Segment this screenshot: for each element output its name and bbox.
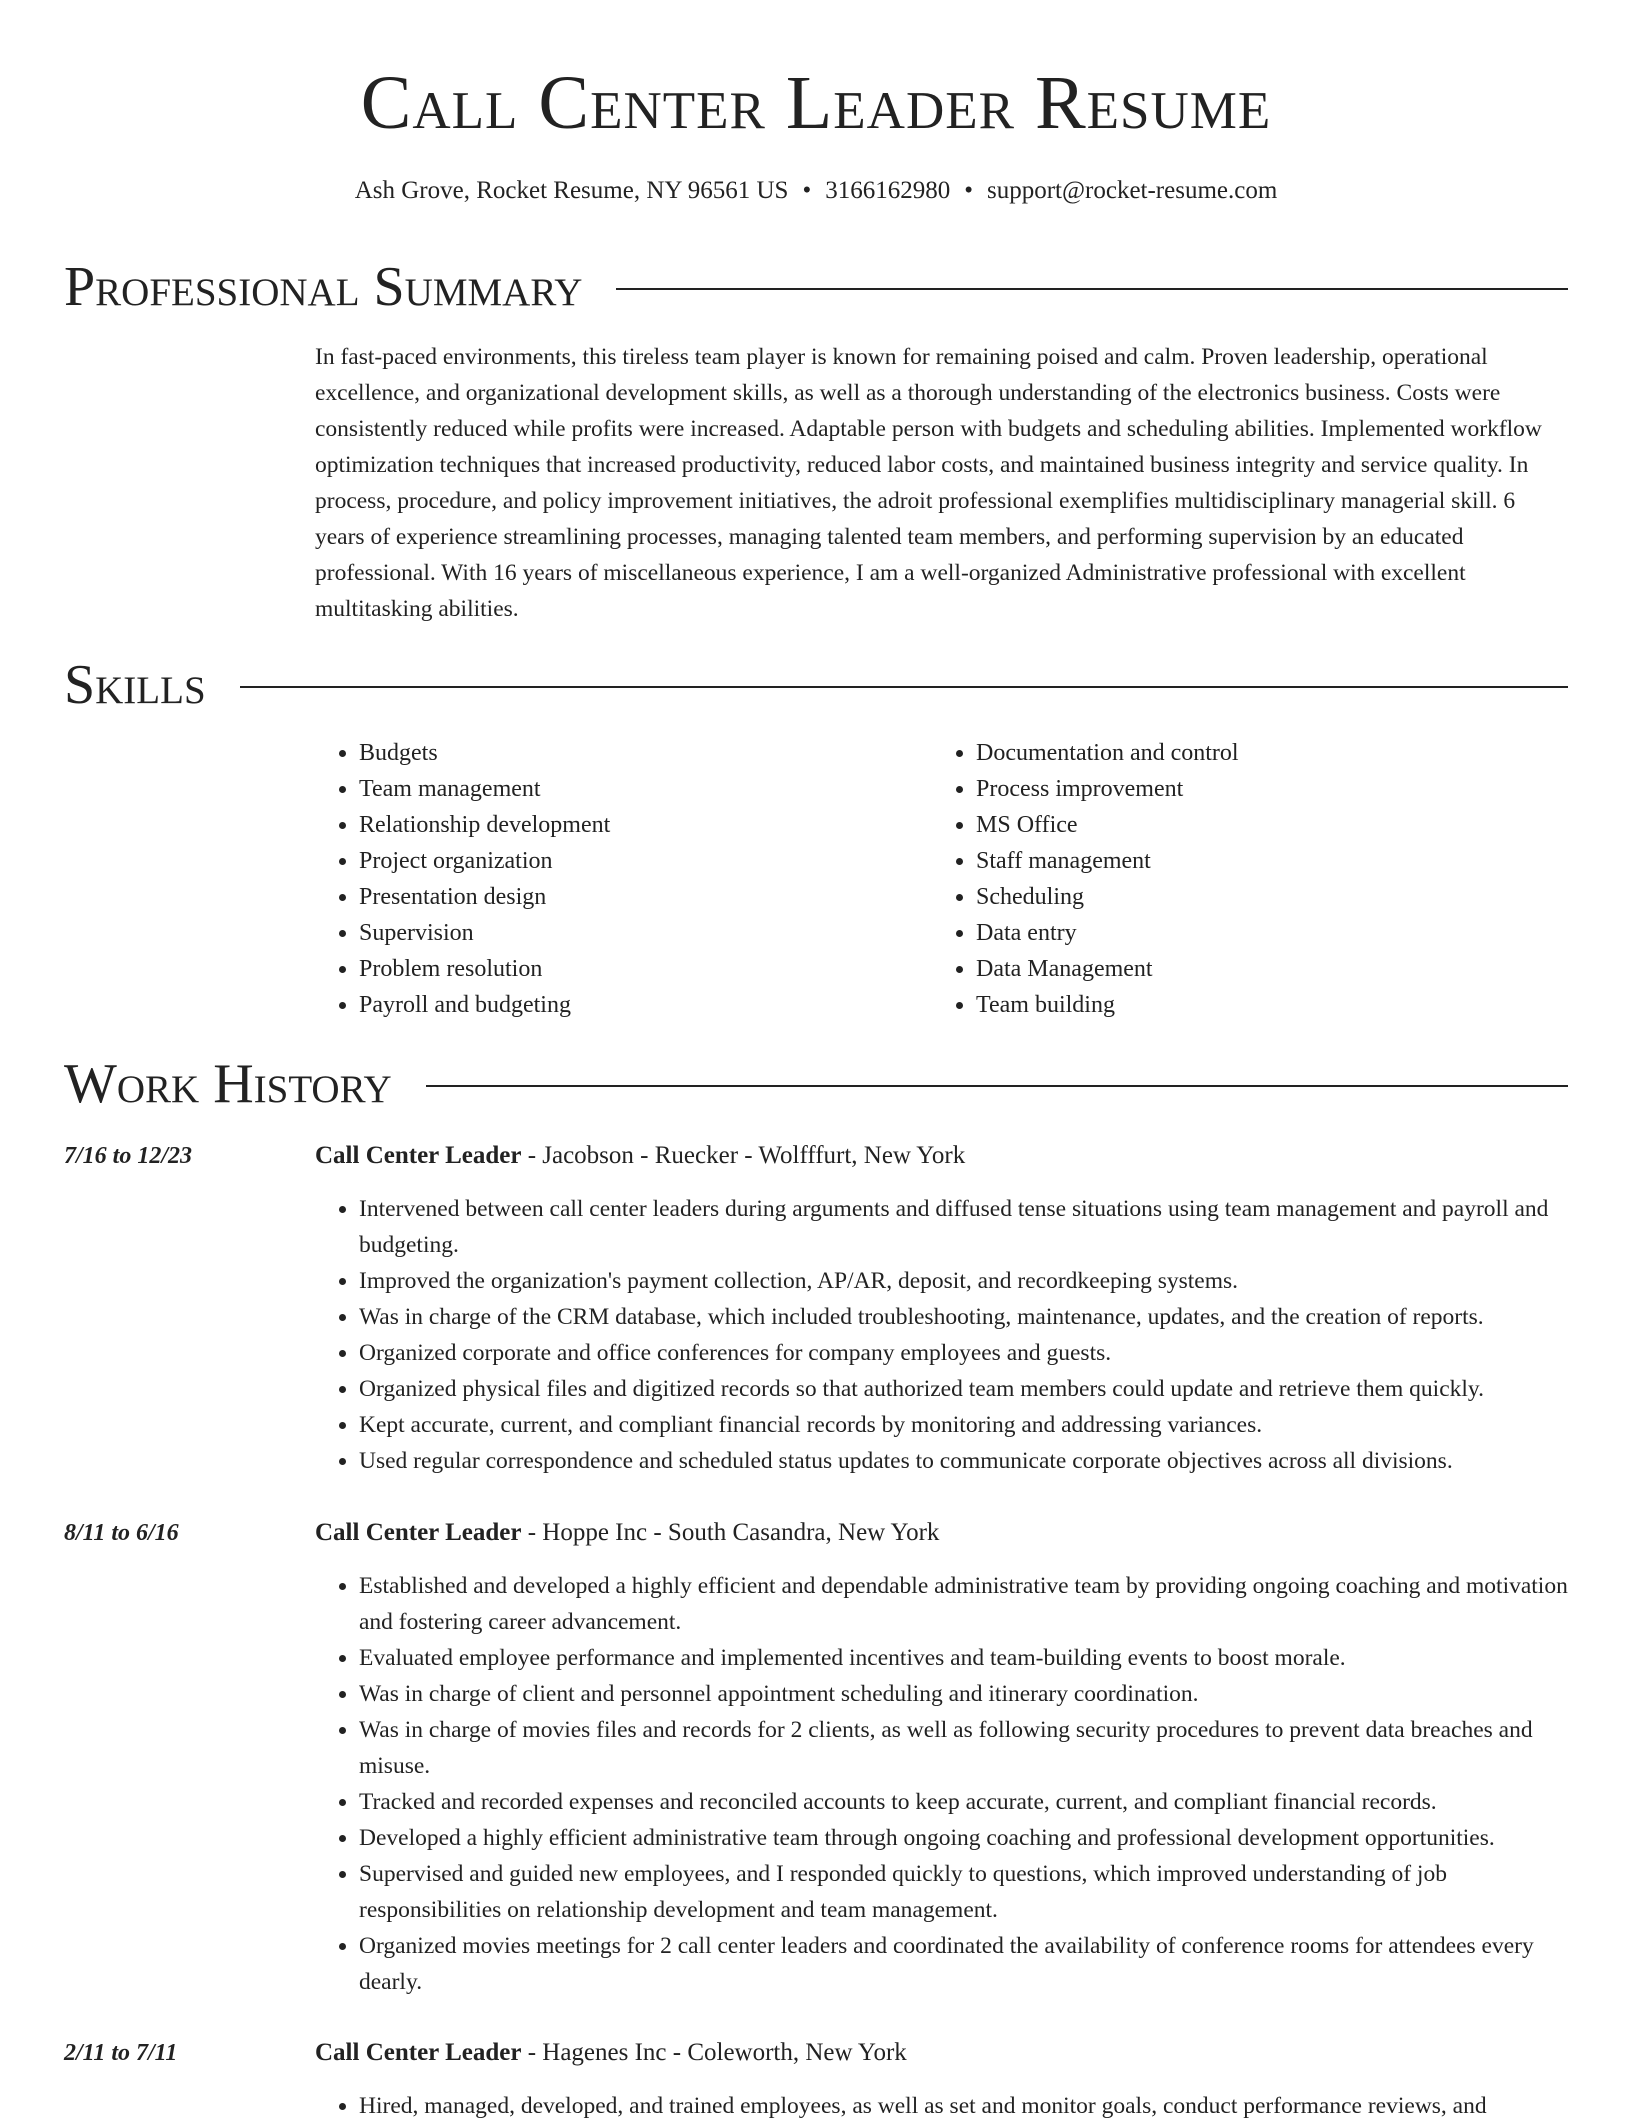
contact-phone: 3166162980	[825, 177, 951, 204]
job-bullet: • Established and developed a highly efficient and dependable administrative team by providing ongoing coaching and motivation and fostering career advancement.	[359, 1568, 1568, 1640]
job-bullet: • Was in charge of movies files and records for 2 clients, as well as following security procedures to prevent data breaches and misuse.	[359, 1712, 1568, 1784]
job-heading	[315, 1516, 939, 1550]
section-work-history	[64, 1052, 1568, 1116]
skill-item: • Team building	[976, 987, 1549, 1023]
skill-item: • Documentation and control	[976, 735, 1549, 771]
skill-item: • Staff management	[976, 843, 1549, 879]
contact-line	[0, 175, 1632, 207]
job-bullet: • Intervened between call center leaders during arguments and diffused tense situations using team management and payroll and budgeting.	[359, 1191, 1568, 1263]
skill-item: • Process improvement	[976, 771, 1549, 807]
skill-item: • Relationship development	[359, 807, 932, 843]
skill-item: • Payroll and budgeting	[359, 987, 932, 1023]
job-bullet: • Hired, managed, developed, and trained employees, as well as set and monitor goals, conduct performance reviews, and	[359, 2088, 1568, 2124]
skill-item: • Project organization	[359, 843, 932, 879]
contact-address: Ash Grove, Rocket Resume, NY 96561 US	[354, 177, 789, 204]
job-bullet: • Supervised and guided new employees, and I responded quickly to questions, which improved understanding of job responsibilities on relationship development and team management.	[359, 1856, 1568, 1928]
skills-list-right	[932, 735, 1549, 1023]
job-bullet: • Developed a highly efficient administrative team through ongoing coaching and professional development opportunities.	[359, 1820, 1568, 1856]
skills-columns	[315, 735, 1565, 1023]
skill-item: • Problem resolution	[359, 951, 932, 987]
job-heading	[315, 1139, 965, 1173]
job-bullet: • Was in charge of client and personnel appointment scheduling and itinerary coordination.	[359, 1676, 1568, 1712]
resume-title: Call Center Leader Resume	[360, 61, 1272, 145]
job-title: Call Center Leader	[315, 1142, 522, 1169]
job-bullet: • Improved the organization's payment collection, AP/AR, deposit, and recordkeeping systems.	[359, 1263, 1568, 1299]
job-bullet: • Was in charge of the CRM database, which included troubleshooting, maintenance, updates, and the creation of reports.	[359, 1299, 1568, 1335]
section-divider	[426, 1085, 1568, 1087]
job-title: Call Center Leader	[315, 1519, 522, 1546]
job-bullets	[315, 2088, 1568, 2124]
job-dates: 7/16 to 12/23	[64, 1143, 193, 1169]
job-dates: 2/11 to 7/11	[64, 2040, 178, 2066]
contact-separator: •	[802, 177, 812, 204]
job-title: Call Center Leader	[315, 2039, 522, 2066]
job-bullet: • Used regular correspondence and scheduled status updates to communicate corporate objectives across all divisions.	[359, 1443, 1568, 1479]
section-professional-summary	[64, 255, 1568, 319]
job-employer: - Hoppe Inc - South Casandra, New York	[521, 1519, 940, 1546]
summary-paragraph: In fast-paced environments, this tireless team player is known for remaining poised and calm. Proven leadership, operational excellence, and organizational development skills, as well as a thorough understanding of the electronics business. Costs were consistently reduced while profits were increased. Adaptable person with budgets and scheduling abilities. Implemented workflow optimization techniques that increased productivity, reduced labor costs, and maintained business integrity and service quality. In process, procedure, and policy improvement initiatives, the adroit professional exemplifies multidisciplinary managerial skill. 6 years of experience streamlining processes, managing talented team members, and performing supervision by an educated professional. With 16 years of miscellaneous experience, I am a well-organized Administrative professional with excellent multitasking abilities.	[315, 344, 1542, 622]
job-bullet: • Tracked and recorded expenses and reconciled accounts to keep accurate, current, and compliant financial records.	[359, 1784, 1568, 1820]
skill-item: • Team management	[359, 771, 932, 807]
job-dates: 8/11 to 6/16	[64, 1520, 179, 1546]
contact-email: support@rocket-resume.com	[987, 177, 1278, 204]
job-employer: - Jacobson - Ruecker - Wolfffurt, New York	[521, 1142, 966, 1169]
skill-item: • Data Management	[976, 951, 1549, 987]
job-bullet: • Organized corporate and office conferences for company employees and guests.	[359, 1335, 1568, 1371]
skill-item: • Scheduling	[976, 879, 1549, 915]
section-title: Professional Summary	[64, 256, 583, 318]
section-title: Skills	[64, 654, 206, 716]
job-employer: - Hagenes Inc - Coleworth, New York	[521, 2039, 907, 2066]
skill-item: • Data entry	[976, 915, 1549, 951]
skill-item: • Presentation design	[359, 879, 932, 915]
skill-item: • Budgets	[359, 735, 932, 771]
skill-item: • MS Office	[976, 807, 1549, 843]
job-heading	[315, 2036, 907, 2070]
section-divider	[240, 686, 1568, 688]
skill-item: • Supervision	[359, 915, 932, 951]
job-bullet: • Organized physical files and digitized records so that authorized team members could update and retrieve them quickly.	[359, 1371, 1568, 1407]
section-skills	[64, 653, 1568, 717]
job-bullets	[315, 1191, 1568, 1479]
section-title: Work History	[64, 1053, 392, 1115]
job-bullet: • Organized movies meetings for 2 call center leaders and coordinated the availability of conference rooms for attendees every dearly.	[359, 1928, 1568, 2000]
contact-separator: •	[964, 177, 973, 204]
job-bullets	[315, 1568, 1568, 2000]
job-bullet: • Evaluated employee performance and implemented incentives and team-building events to boost morale.	[359, 1640, 1568, 1676]
skills-list-left	[315, 735, 932, 1023]
job-bullet: • Kept accurate, current, and compliant financial records by monitoring and addressing variances.	[359, 1407, 1568, 1443]
section-divider	[616, 288, 1568, 290]
